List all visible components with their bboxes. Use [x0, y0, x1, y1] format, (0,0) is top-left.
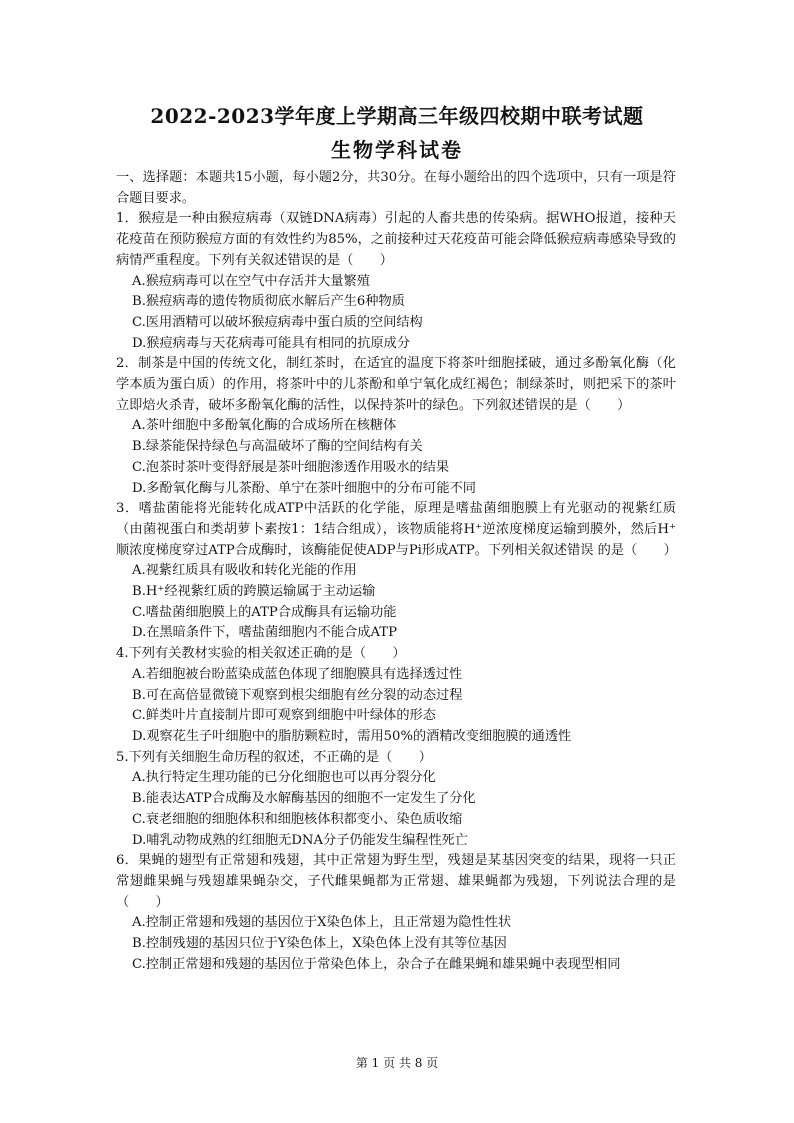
- exam-subtitle: 生物学科试卷: [331, 138, 463, 162]
- option-a: A.茶叶细胞中多酚氧化酶的合成场所在核糖体: [132, 418, 397, 434]
- question-stem: 3．嗜盐菌能将光能转化成ATP中活跃的化学能，原理是嗜盐菌细胞膜上有光驱动的视紫红质（由菌视蛋白和类胡萝卜素按1：1结合组成），该物质能将H⁺逆浓度梯度运输到膜外，然后H⁺顺浓度梯度穿过ATP合成酶时，该酶能促使ADP与Pi形成ATP。下列相关叙述错误 的是（ ）: [116, 501, 677, 558]
- option-d: D.猴痘病毒与天花病毒可能具有相同的抗原成分: [132, 335, 411, 351]
- option-b: B.可在高倍显微镜下观察到根尖细胞有丝分裂的动态过程: [132, 687, 463, 703]
- question-6: [116, 851, 676, 975]
- question-stem: 5.下列有关细胞生命历程的叙述，不正确的是（ ）: [116, 749, 432, 765]
- question-3: [116, 499, 676, 644]
- option-b: B.能表达ATP合成酶及水解酶基因的细胞不一定发生了分化: [132, 791, 476, 807]
- option-d: D.哺乳动物成熟的红细胞无DNA分子仍能发生编程性死亡: [132, 832, 469, 848]
- option-a: A.若细胞被台盼蓝染成蓝色体现了细胞膜具有选择透过性: [132, 666, 463, 682]
- option-c: C.控制正常翅和残翅的基因位于常染色体上，杂合子在雌果蝇和雄果蝇中表现型相同: [132, 956, 621, 972]
- question-stem: 4.下列有关教材实验的相关叙述正确的是（ ）: [116, 646, 406, 662]
- section-intro: 一、选择题：本题共15小题，每小题2分，共30分。在每小题给出的四个选项中，只有一项是符合题目要求。: [116, 170, 676, 206]
- option-a: A.猴痘病毒可以在空气中存活并大量繁殖: [132, 273, 370, 289]
- option-b: B.H⁺经视紫红质的跨膜运输属于主动运输: [132, 584, 376, 600]
- option-a: A.执行特定生理功能的已分化细胞也可以再分裂分化: [132, 770, 436, 786]
- question-2: [116, 354, 676, 499]
- exam-title: 2022-2023学年度上学期高三年级四校期中联考试题: [150, 104, 644, 128]
- option-c: C.泡茶时茶叶变得舒展是茶叶细胞渗透作用吸水的结果: [132, 459, 450, 475]
- question-5: [116, 748, 676, 852]
- option-b: B.绿茶能保持绿色与高温破坏了酶的空间结构有关: [132, 439, 423, 455]
- option-d: D.在黑暗条件下，嗜盐菌细胞内不能合成ATP: [132, 625, 397, 641]
- exam-content: [116, 168, 676, 975]
- question-stem: 6．果蝇的翅型有正常翅和残翅，其中正常翅为野生型，残翅是某基因突变的结果，现将一只正常翅雌果蝇与残翅雄果蝇杂交，子代雌果蝇都为正常翅、雄果蝇都为残翅，下列说法合理的是（ ）: [116, 853, 676, 910]
- option-b: B.控制残翅的基因只位于Y染色体上，X染色体上没有其等位基因: [132, 936, 507, 952]
- option-b: B.猴痘病毒的遗传物质彻底水解后产生6种物质: [132, 294, 405, 310]
- question-stem: 2．制茶是中国的传统文化，制红茶时，在适宜的温度下将茶叶细胞揉破，通过多酚氧化酶（化学本质为蛋白质）的作用，将茶叶中的儿茶酚和单宁氧化成红褐色；制绿茶时，则把采下的茶叶立即焙火杀青，破坏多酚氧化酶的活性，以保持茶叶的绿色。下列叙述错误的是（ ）: [116, 356, 676, 413]
- option-c: C.医用酒精可以破坏猴痘病毒中蛋白质的空间结构: [132, 314, 423, 330]
- page-number: 第 1 页 共 8 页: [355, 1056, 439, 1070]
- option-c: C.鲜类叶片直接制片即可观察到细胞中叶绿体的形态: [132, 708, 436, 724]
- question-stem: 1．猴痘是一种由猴痘病毒（双链DNA病毒）引起的人畜共患的传染病。据WHO报道，接种天花疫苗在预防猴痘方面的有效性约为85%，之前接种过天花疫苗可能会降低猴痘病毒感染导致的病情严重程度。下列有关叙述错误的是（ ）: [116, 211, 676, 268]
- option-a: A.视紫红质具有吸收和转化光能的作用: [132, 563, 357, 579]
- question-1: [116, 209, 676, 354]
- option-d: D.观察花生子叶细胞中的脂肪颗粒时，需用50%的酒精改变细胞膜的通透性: [132, 728, 572, 744]
- option-c: C.嗜盐菌细胞膜上的ATP合成酶具有运输功能: [132, 604, 397, 620]
- option-c: C.衰老细胞的细胞体积和细胞核体积都变小、染色质收缩: [132, 811, 463, 827]
- option-d: D.多酚氧化酶与儿茶酚、单宁在茶叶细胞中的分布可能不同: [132, 480, 476, 496]
- option-a: A.控制正常翅和残翅的基因位于X染色体上，且正常翅为隐性性状: [132, 915, 512, 931]
- question-4: [116, 644, 676, 748]
